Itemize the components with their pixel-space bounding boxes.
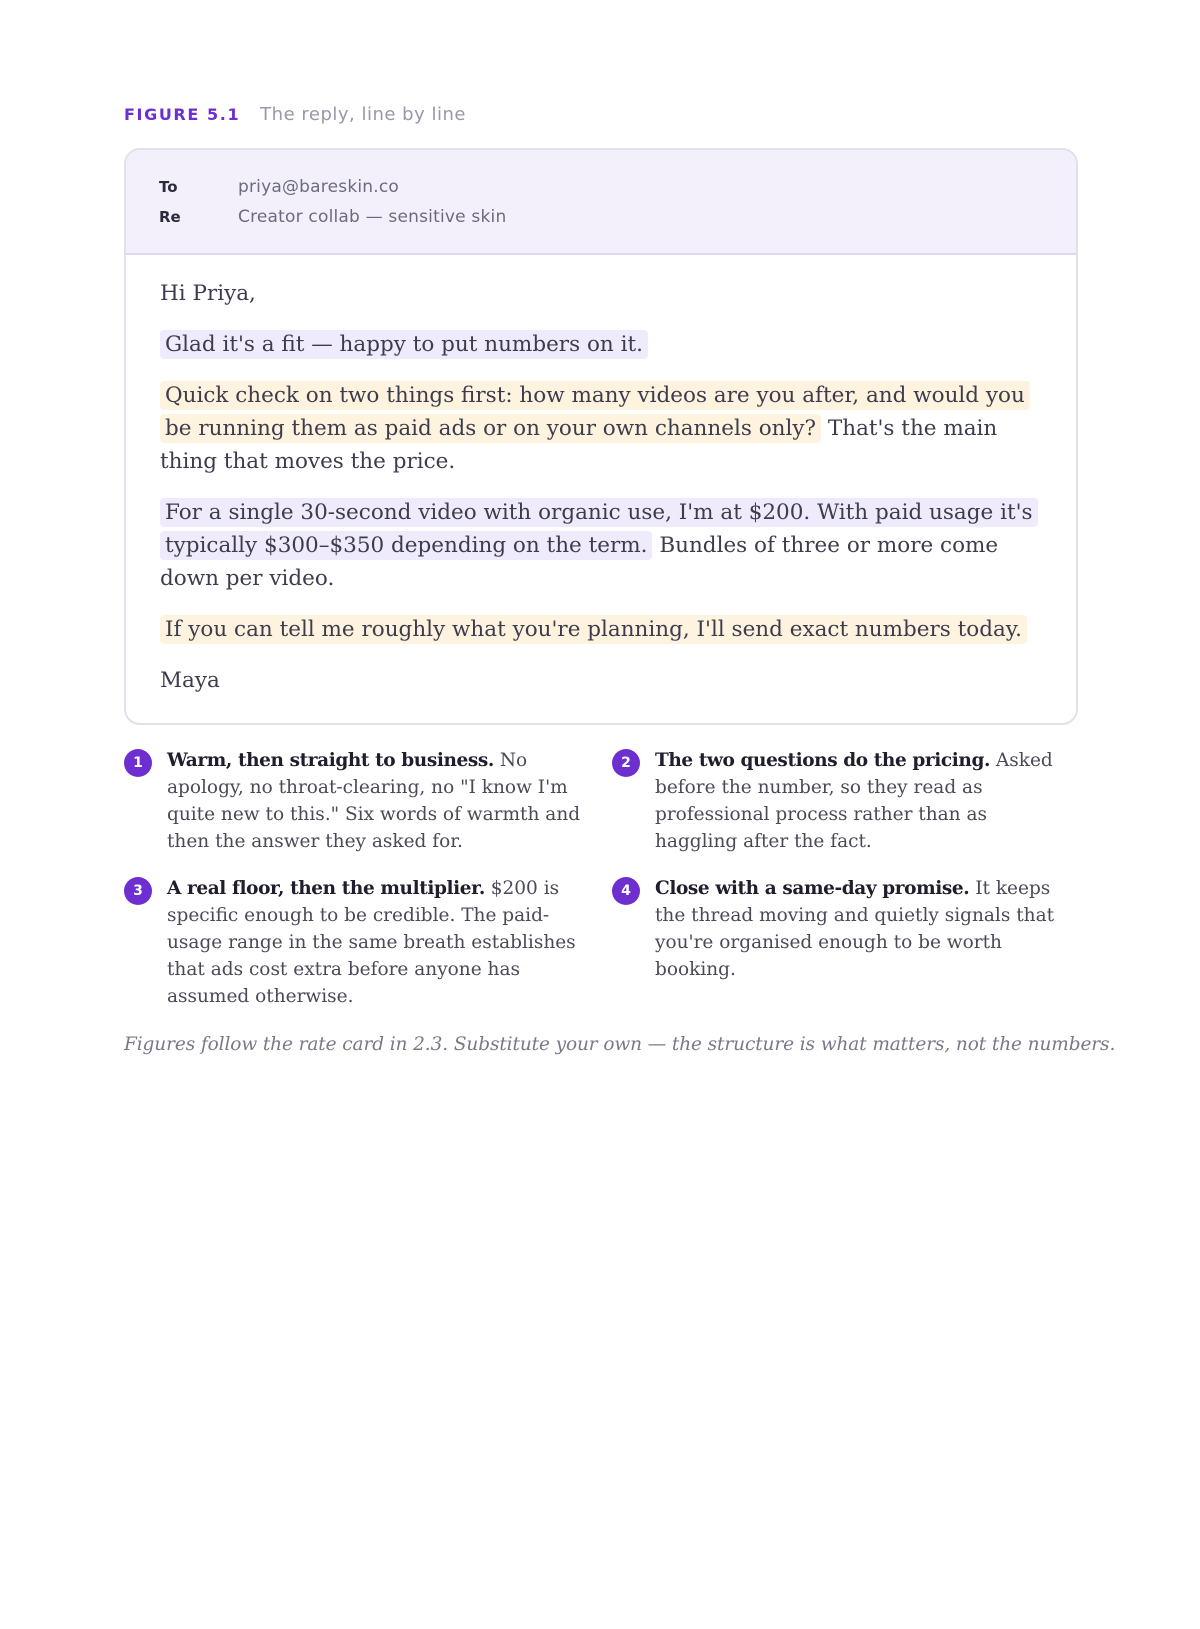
note-text: [655, 747, 1075, 855]
paragraph-2-rest: That's the main thing that moves the price.: [160, 416, 998, 474]
paragraph-3-rest: Bundles of three or more come down per video.: [160, 533, 999, 591]
email-header: [126, 150, 1076, 255]
number-badge: 3: [124, 877, 152, 905]
note-body: It keeps the thread moving and quietly signals that you're organised enough to be worth booking.: [655, 878, 1055, 980]
note-heading: The two questions do the pricing.: [655, 750, 991, 771]
number-badge: 4: [612, 877, 640, 905]
paragraph-3: [160, 496, 1042, 595]
subject-row: [159, 202, 1043, 232]
highlight-2: Quick check on two things first: how many videos are you after, and would you be running them as paid ads or on your own channels only?: [160, 381, 1030, 443]
figure-title: The reply, line by line: [260, 104, 466, 125]
note-text: [167, 875, 587, 1010]
note-heading: A real floor, then the multiplier.: [167, 878, 485, 899]
figure-caption: [124, 104, 1078, 134]
email-card: [124, 148, 1078, 725]
paragraph-4: [160, 613, 1042, 646]
note-text: [655, 875, 1075, 983]
note-4: [612, 875, 1078, 1010]
to-row: [159, 172, 1043, 202]
note-heading: Warm, then straight to business.: [167, 750, 494, 771]
note-text: [167, 747, 587, 855]
annotation-notes: [124, 747, 1078, 1010]
subject-label: Re: [159, 208, 181, 226]
note-2: [612, 747, 1078, 855]
greeting: Hi Priya,: [160, 281, 256, 306]
to-address: priya@bareskin.co: [238, 177, 400, 197]
highlight-4: If you can tell me roughly what you're planning, I'll send exact numbers today.: [160, 615, 1027, 644]
note-heading: Close with a same-day promise.: [655, 878, 970, 899]
email-body: [126, 255, 1076, 723]
to-label: To: [159, 178, 178, 196]
footnote: Figures follow the rate card in 2.3. Substitute your own — the structure is what matters, not the numbers.: [124, 1034, 1116, 1055]
paragraph-2: [160, 379, 1042, 478]
paragraph-1: [160, 328, 1042, 361]
highlight-3: For a single 30-second video with organic use, I'm at $200. With paid usage it's typically $300–$350 depending on the term.: [160, 498, 1038, 560]
number-badge: 1: [124, 749, 152, 777]
note-body: $200 is specific enough to be credible. The paid-usage range in the same breath establishes that ads cost extra before anyone has assumed otherwise.: [167, 878, 576, 1007]
note-3: [124, 875, 612, 1010]
note-body: Asked before the number, so they read as professional process rather than as haggling after the fact.: [655, 750, 1053, 852]
note-body: No apology, no throat-clearing, no "I know I'm quite new to this." Six words of warmth and then the answer they asked for.: [167, 750, 581, 852]
number-badge: 2: [612, 749, 640, 777]
highlight-1: Glad it's a fit — happy to put numbers on it.: [160, 330, 648, 359]
figure: [124, 104, 1116, 1055]
figure-number: FIGURE 5.1: [124, 105, 241, 124]
note-1: [124, 747, 612, 855]
signoff: Maya: [160, 668, 220, 693]
subject-value: Creator collab — sensitive skin: [238, 207, 507, 227]
